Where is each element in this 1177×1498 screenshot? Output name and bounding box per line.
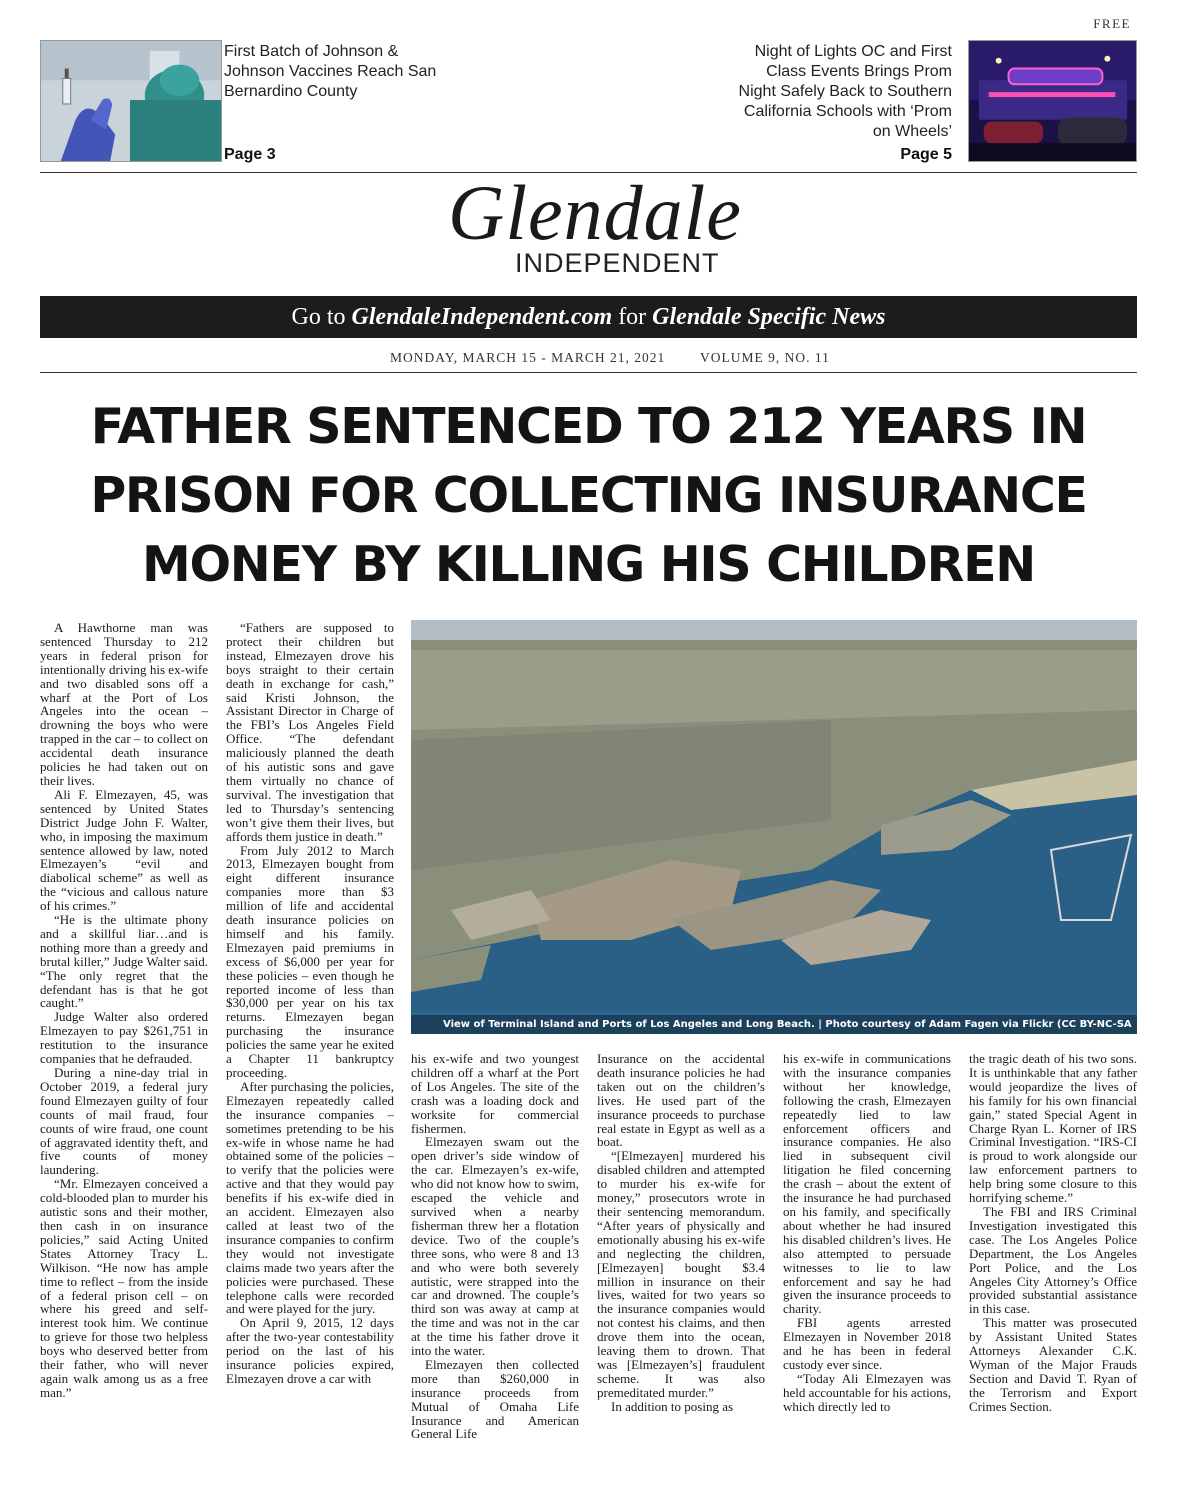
vaccine-teaser-page[interactable]: Page 3 [224, 146, 276, 163]
banner-text-news: Glendale Specific News [652, 304, 886, 330]
paragraph: From July 2012 to March 2013, Elmezayen bought from eight different insurance companies more than $3 million of life and accidental death insurance policies on himself and his family. Elmezayen paid premiums in excess of $6,000 per year for these policies – even though he reported income of less than $30,000 per year on his tax returns. Elmezayen began purchasing the insurance policies the same year he exited a Chapter 11 bankruptcy proceeding. [226, 842, 394, 1080]
article-column-6 [969, 1052, 1137, 1414]
dateline-rule [40, 372, 1137, 373]
free-label: FREE [1093, 16, 1131, 31]
paragraph: A Hawthorne man was sentenced Thursday to 212 years in federal prison for intentionally driving his ex-wife and two disabled sons off a wharf at the Port of Los Angeles into the ocean – drowning the boys who were trapped in the car – to collect on accidental death insurance policies he had taken out on their lives. [40, 620, 208, 788]
paragraph: Elmezayen swam out the open driver’s side window of the car. Elmezayen’s ex-wife, who did not know how to swim, escaped the vehicle and survived when a nearby fisherman threw her a flotation device. Two of the couple’s three sons, who were 8 and 13 and who were both severely autistic, were strapped into the car and drowned. The couple’s third son was away at camp at the time and was not in the car at the time his father drove it into the water. [411, 1134, 579, 1359]
masthead-subtitle: INDEPENDENT [515, 248, 720, 278]
paragraph: his ex-wife in communications with the insurance companies without her knowledge, following the crash, Elmezayen repeatedly lied to law enforcement officers and insurance companies. He also lied in subsequent civil litigation he filed concerning the crash – about the extent of the insurance he had purchased on his family, and specifically about whether he had insured his disabled children’s lives. He also attempted to persuade witnesses to lie to law enforcement and say he had given the insurance proceeds to charity. [783, 1051, 951, 1317]
prom-teaser-page[interactable]: Page 5 [900, 146, 952, 163]
paragraph: During a nine-day trial in October 2019, a federal jury found Elmezayen guilty of four counts of mail fraud, four counts of wire fraud, one count of aggravated identity theft, and five counts of money laundering. [40, 1065, 208, 1178]
paragraph: On April 9, 2015, 12 days after the two-year contestability period on the last of his insurance policies expired, Elmezayen drove a car with [226, 1315, 394, 1386]
paragraph: “He is the ultimate phony and a skillful liar…and is nothing more than a greedy and brutal killer,” Judge Walter said. “The only regret that the defendant has is that he got caught.” [40, 912, 208, 1011]
paragraph: FBI agents arrested Elmezayen in November 2018 and he has been in federal custody ever since. [783, 1315, 951, 1372]
paragraph: After purchasing the policies, Elmezayen repeatedly called the insurance companies – sometimes pretending to be his ex-wife in whose name he had obtained some of the policies – to verify that the policies were active and that they would pay benefits if his ex-wife died in an accident. Elmezayen also called at least two of the insurance companies to confirm they would not investigate claims made two years after the policies were purchased. These telephone calls were recorded and were played for the jury. [226, 1078, 394, 1317]
paragraph: In addition to posing as [611, 1398, 734, 1414]
photo-caption: View of Terminal Island and Ports of Los Angeles and Long Beach. | Photo courtesy of Adam Fagen via Flickr (CC BY-NC-SA 2.0) [411, 1015, 1137, 1034]
issue-volume: VOLUME 9, NO. 11 [700, 350, 830, 365]
article-column-5 [783, 1052, 951, 1414]
paragraph: Ali F. Elmezayen, 45, was sentenced by United States District Judge John F. Walter, who, in imposing the maximum sentence allowed by law, noted Elmezayen’s “evil and diabolical scheme” as well as the “vicious and callous nature of his crimes.” [40, 786, 208, 914]
article-column-1 [40, 621, 208, 1400]
article-column-4 [597, 1052, 765, 1414]
paragraph: “[Elmezayen] murdered his disabled children and attempted to murder his ex-wife for money,” prosecutors wrote in their sentencing memorandum. “After years of physically and emotionally abusing his ex-wife and neglecting the children, [Elmezayen] bought $3.4 million in insurance on their lives, waited for two years so the insurance companies would not contest his claims, and then drove them into the ocean, leaving them to drown. That was [Elmezayen’s] fraudulent scheme. It was also premeditated murder.” [597, 1148, 765, 1400]
article-headline: FATHER SENTENCED TO 212 YEARS IN PRISON FOR COLLECTING INSURANCE MONEY BY KILLING HIS CHILDREN [90, 398, 1087, 593]
paragraph: “Today Ali Elmezayen was held accountable for his actions, which directly led to [783, 1370, 951, 1414]
vaccine-teaser-image[interactable] [40, 40, 222, 162]
website-banner[interactable] [40, 296, 1137, 338]
banner-site-link[interactable]: GlendaleIndependent.com [351, 304, 613, 330]
paragraph: Judge Walter also ordered Elmezayen to pay $261,751 in restitution to the insurance companies that he defrauded. [40, 1009, 208, 1067]
issue-date: MONDAY, MARCH 15 - MARCH 21, 2021 [390, 350, 666, 365]
article-column-2 [226, 621, 394, 1386]
prom-teaser-headline[interactable]: Night of Lights OC and First Class Events Brings Prom Night Safely Back to Southern California Schools with ‘Prom on Wheels’ [738, 43, 952, 140]
paragraph: The FBI and IRS Criminal Investigation investigated this case. The Los Angeles Police Department, the Los Angeles Port Police, and the Los Angeles City Attorney’s Office provided substantial assistance in this case. [969, 1203, 1137, 1317]
banner-text-go: Go to [291, 304, 352, 330]
paragraph: his ex-wife and two youngest children off a wharf at the Port of Los Angeles. The site of the crash was a loading dock and worksite for commercial fishermen. [411, 1051, 579, 1136]
masthead-title: Glendale [448, 169, 742, 256]
paragraph: the tragic death of his two sons. It is unthinkable that any father would jeopardize the lives of his family for his own financial gain,” stated Special Agent in Charge Ryan L. Korner of IRS Criminal Investigation. “IRS-CI is proud to work alongside our law enforcement partners to help bring some closure to this horrifying scheme.” [969, 1051, 1137, 1206]
paragraph: Elmezayen then collected more than $260,000 in insurance proceeds from Mutual of Omaha Life Insurance and American General Life [411, 1356, 579, 1442]
port-aerial-photo [411, 620, 1137, 1034]
paragraph: “Fathers are supposed to protect their children but instead, Elmezayen drove his boys straight to their certain death in exchange for cash,” said Kristi Johnson, the Assistant Director in Charge of the FBI’s Los Angeles Field Office. “The defendant maliciously planned the death of his autistic sons and gave them virtually no chance of survival. The investigation that led to Thursday’s sentencing won’t give them their lives, but affords them justice in death.” [226, 620, 394, 844]
paragraph: Insurance on the accidental death insurance policies he had taken out on the children’s lives. He used part of the insurance proceeds to purchase real estate in Egypt as well as a boat. [597, 1051, 765, 1150]
vaccine-teaser-headline[interactable]: First Batch of Johnson & Johnson Vaccines Reach San Bernardino County [224, 43, 437, 100]
paragraph: This matter was prosecuted by Assistant United States Attorneys Alexander C.K. Wyman of the Major Frauds Section and David T. Ryan of the Terrorism and Export Crimes Section. [969, 1315, 1137, 1414]
prom-teaser-image[interactable] [968, 40, 1137, 162]
paragraph: “Mr. Elmezayen conceived a cold-blooded plan to murder his autistic sons and their mother, then cash in on insurance policies,” said Acting United States Attorney Tracy L. Wilkison. “He now has ample time to reflect – from the inside of a federal prison cell – on where his greed and self-interest took him. We continue to grieve for those two helpless boys who deserved better from their father, who will never again walk among us as a free man.” [40, 1176, 208, 1400]
banner-text-for: for [612, 304, 653, 330]
article-column-3 [411, 1052, 579, 1441]
